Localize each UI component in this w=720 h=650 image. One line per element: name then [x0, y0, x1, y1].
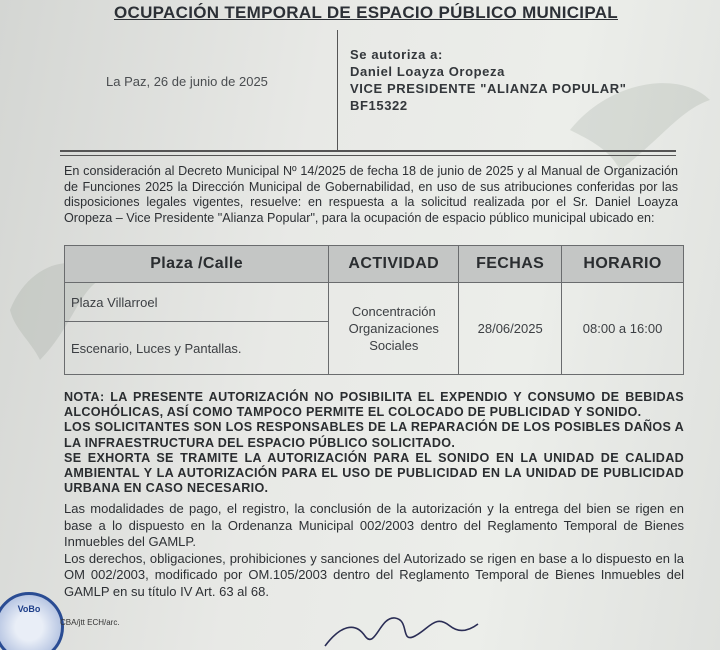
seal-text: VoBo [17, 604, 41, 614]
reference-initials: CBA/jtt ECH/arc. [60, 618, 120, 627]
note-item: SE EXHORTA SE TRAMITE LA AUTORIZACIÓN PARA EL SONIDO EN LA UNIDAD DE CALIDAD AMBIENTAL Y LA AUTORIZACIÓN PARA EL USO DE PUBLICIDAD EN LA UNIDAD DE PUBLICIDAD URBANA EN CASO NECESARIO. [64, 450, 684, 496]
authorized-role: VICE PRESIDENTE "ALIANZA POPULAR" [350, 81, 627, 96]
separator-line [60, 155, 676, 156]
activity-cell: Concentración Organizaciones Sociales [329, 283, 459, 375]
header-place: Plaza /Calle [65, 246, 329, 283]
authorization-code: BF15322 [350, 98, 408, 113]
occupation-table [64, 245, 684, 375]
table-row [65, 283, 684, 322]
intro-paragraph: En consideración al Decreto Municipal Nº 14/2025 de fecha 18 de junio de 2025 y al Manual de Organización de Funciones 2025 la Dirección Municipal de Gobernabilidad, en uso de sus atribuciones conferidas por las disposiciones legales vigentes, resuelve: en respuesta a la solicitud realizada por el Sr. Daniel Loayza Oropeza – Vice Presidente "Alianza Popular", para la ocupación de espacio público municipal ubicado en: [64, 164, 678, 225]
schedule-cell: 08:00 a 16:00 [562, 283, 684, 375]
header-dates: FECHAS [459, 246, 562, 283]
official-seal-icon [0, 592, 64, 650]
separator-line [60, 150, 676, 152]
place-cell: Escenario, Luces y Pantallas. [65, 322, 329, 375]
regulation-paragraph: Los derechos, obligaciones, prohibiciones y sanciones del Autorizado se rigen en base a lo dispuesto en la OM 002/2003, modificado por OM.105/2003 dentro del Reglamento Temporal de Bienes Inmuebles del GAMLP en su título IV Art. 63 al 68. [64, 550, 684, 599]
regulation-paragraph: Las modalidades de pago, el registro, la conclusión de la autorización y la entrega del bien se rigen en base a lo dispuesto en la Ordenanza Municipal 002/2003 dentro del Reglamento Temporal de Bienes Inmuebles del GAMLP. [64, 501, 684, 549]
signature-icon [320, 606, 480, 650]
place-date: La Paz, 26 de junio de 2025 [106, 74, 268, 89]
authorization-label: Se autoriza a: [350, 47, 443, 62]
note-item: LOS SOLICITANTES SON LOS RESPONSABLES DE LA REPARACIÓN DE LOS POSIBLES DAÑOS A LA INFRAESTRUCTURA DEL ESPACIO PÚBLICO SOLICITADO. [64, 420, 684, 450]
regulations-block [64, 501, 684, 600]
place-cell: Plaza Villarroel [65, 283, 329, 322]
document-title: OCUPACIÓN TEMPORAL DE ESPACIO PÚBLICO MUNICIPAL [114, 3, 618, 22]
authorization-block [350, 46, 627, 114]
header-activity: ACTIVIDAD [329, 246, 459, 283]
header-schedule: HORARIO [562, 246, 684, 283]
divider [337, 30, 338, 150]
date-cell: 28/06/2025 [459, 283, 562, 375]
notes-block [64, 390, 684, 496]
authorized-name: Daniel Loayza Oropeza [350, 64, 505, 79]
note-item: NOTA: LA PRESENTE AUTORIZACIÓN NO POSIBILITA EL EXPENDIO Y CONSUMO DE BEBIDAS ALCOHÓLICAS, ASÍ COMO TAMPOCO PERMITE EL COLOCADO DE PUBLICIDAD Y SONIDO. [64, 390, 684, 420]
table-header-row [65, 246, 684, 283]
